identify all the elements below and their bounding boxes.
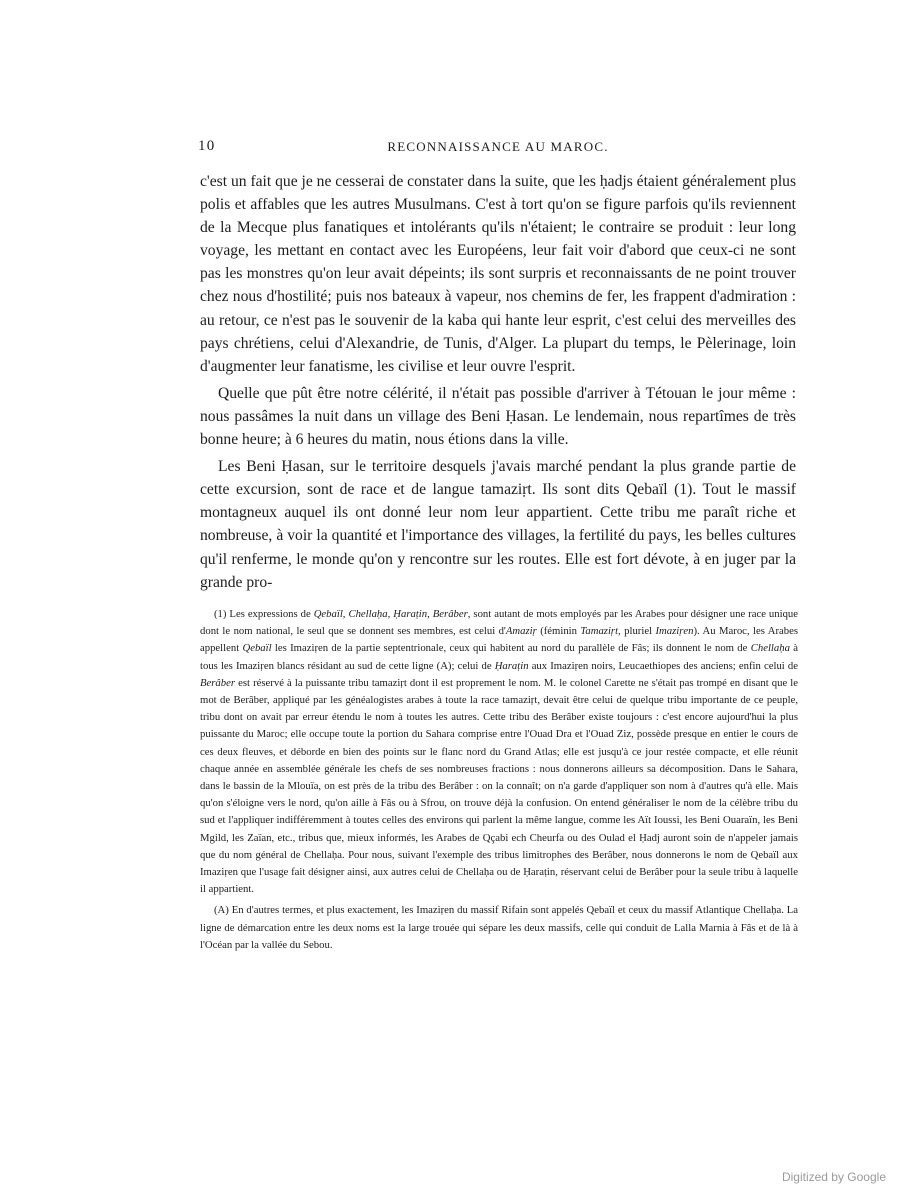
footnote-text: , xyxy=(387,608,394,620)
footnote-text: , xyxy=(427,608,433,620)
paragraph-3: Les Beni Ḥasan, sur le territoire desquels j'avais marché pendant la plus grande partie de cette excursion, sont de race et de langue tamaziṛt. Ils sont dits Qebaïl (1). Tout le massif montagneux auquel ils ont donné leur nom leur appartient. Cette tribu me paraît riche et nombreuse, à voir la quantité et l'importance des villages, la fertilité du pays, les belles cultures qu'il renferme, le monde qu'on y rencontre sur les routes. Elle est fort dévote, à en juger par la grande pro- xyxy=(200,458,796,591)
footnote-term: Qebaïl xyxy=(313,608,343,620)
footnote-a: (A) En d'autres termes, et plus exactement, les Imaziṛen du massif Rifain sont appelés Qebaïl et ceux du massif Atlantique Chellaḥa. La ligne de démarcation entre les deux noms est la large trouée qui sépare les deux massifs, celle qui conduit de Lalla Marnia à Fâs et de là à l'Océan par la vallée du Sebou. xyxy=(200,904,798,951)
footnote-term: Ḥaraṭin xyxy=(494,659,529,672)
footnote-text: , sont autant de mots employés par les Arabes pour désigner une race unique dont le nom national, le seul que se donnent ses membres, est celui d' xyxy=(200,608,799,638)
page-header xyxy=(198,138,798,158)
page-number: 10 xyxy=(198,138,216,154)
footnote-text: aux Imaziṛen noirs, Leucaethiopes des anciens; enfin celui de xyxy=(528,659,798,672)
paragraph-2: Quelle que pût être notre célérité, il n'était pas possible d'arriver à Tétouan le jour même : nous passâmes la nuit dans un village des Beni Ḥasan. Le lendemain, nous repartîmes de très bonne heure; à 6 heures du matin, nous étions dans la ville. xyxy=(200,384,796,449)
main-text xyxy=(200,170,796,594)
footnote-term: Amaziṛ xyxy=(505,625,537,638)
running-head: RECONNAISSANCE AU MAROC. xyxy=(387,139,609,154)
footnote-text: (féminin xyxy=(536,625,581,638)
footnote-text: ). Au Maroc, les Arabes appellent xyxy=(200,625,798,655)
footnote-1-marker: (1) Les expressions de xyxy=(214,608,314,620)
footnote-term: Berâber xyxy=(432,608,468,620)
footnote-term: Chellaḥa xyxy=(750,642,790,655)
footnote-term: Tamaziṛt xyxy=(580,625,619,638)
digitized-watermark: Digitized by Google xyxy=(781,1170,886,1184)
footnote-term: Qebaïl xyxy=(242,642,272,655)
footnote-text: , xyxy=(342,608,349,620)
footnote-term: Ḥaraṭin xyxy=(393,608,428,620)
footnote-term: Imaziṛen xyxy=(655,625,694,638)
footnote-term: Chellaḥa xyxy=(348,608,388,620)
footnotes xyxy=(200,606,798,954)
footnote-term: Berâber xyxy=(200,676,236,689)
footnote-text: , pluriel xyxy=(618,625,656,638)
footnote-1 xyxy=(200,606,798,898)
footnote-text: les Imaziṛen de la partie septentrionale, ceux qui habitent au nord du parallèle de Fâs; ils donnent le nom de xyxy=(271,642,751,655)
footnote-text: à tous les Imaziṛen blancs résidant au sud de cette ligne (A); celui de xyxy=(200,642,798,672)
footnote-text: est réservé à la puissante tribu tamaziṛt dont il est proprement le nom. M. le colonel Carette ne s'était pas trompé en disant que le mot de Berâber, appliqué par les généalogistes arabes à toute la race tamaziṛt, devait être celui de quelque tribu importante de ce peuple, tribu dont on avait par erreur étendu le nom à toutes les autres. Cette tribu des Berâber existe toujours : c'est encore aujourd'hui la plus puissante du Maroc; elle occupe toute la portion du Sahara comprise entre l'Ouad Dra et l'Ouad Ziz, possède presque en entier le cours de ces deux fleuves, et déborde en bien des points sur le flanc nord du Grand Atlas; elle est jusqu'à ce jour restée compacte, et elle réunit chaque année en assemblée générale les chefs de ses nombreuses fractions : nous donnerons ailleurs sa décomposition. Dans le Sahara, dans le bassin de la Mlouïa, on est près de la tribu des Berâber : on la connaît; on n'a garde d'appliquer son nom à d'autres qu'à elle. Mais qu'on s'éloigne vers le nord, qu'on aille à Fâs ou à Sfrou, on trouve déjà la confusion. On entend généraliser le nom de la célèbre tribu du sud et l'appliquer indifféremment à toutes celles des environs qui parlent la même langue, comme les Aït Ioussi, les Beni Ouaraïn, les Beni Mgild, les Zaïan, etc., tribus que, mieux informés, les Arabes de Qçabi ech Cheurfa ou des Oulad el Ḥadj auront soin de n'appeler jamais que du nom général de Chellaḥa. Pour nous, suivant l'exemple des tribus limitrophes des Berâber, nous donnerons le nom de Qebaïl aux Imaziṛen que l'usage fait désigner ainsi, aux autres celui de Chellaḥa ou de Ḥaraṭin, réservant celui de Berâber pour la seule tribu à laquelle il appartient. xyxy=(200,676,798,896)
paragraph-1: c'est un fait que je ne cesserai de constater dans la suite, que les ḥadjs étaient généralement plus polis et affables que les autres Musulmans. C'est à tort qu'on se figure parfois qu'ils reviennent de la Mecque plus fanatiques et intolérants qu'ils n'étaient; le contraire se produit : leur long voyage, les mettant en contact avec les Européens, leur fait voir d'abord que ceux-ci ne sont pas les monstres qu'on leur avait dépeints; ils sont surpris et reconnaissants de ne point trouver chez nous d'hostilité; puis nos bateaux à vapeur, nos chemins de fer, les frappent d'admiration : au retour, ce n'est pas le souvenir de la kaba qui hante leur esprit, c'est celui des merveilles des pays chrétiens, celui d'Alexandrie, de Tunis, d'Alger. La plupart du temps, le Pèlerinage, loin d'augmenter leur fanatisme, les civilise et leur ouvre l'esprit. xyxy=(200,173,797,375)
